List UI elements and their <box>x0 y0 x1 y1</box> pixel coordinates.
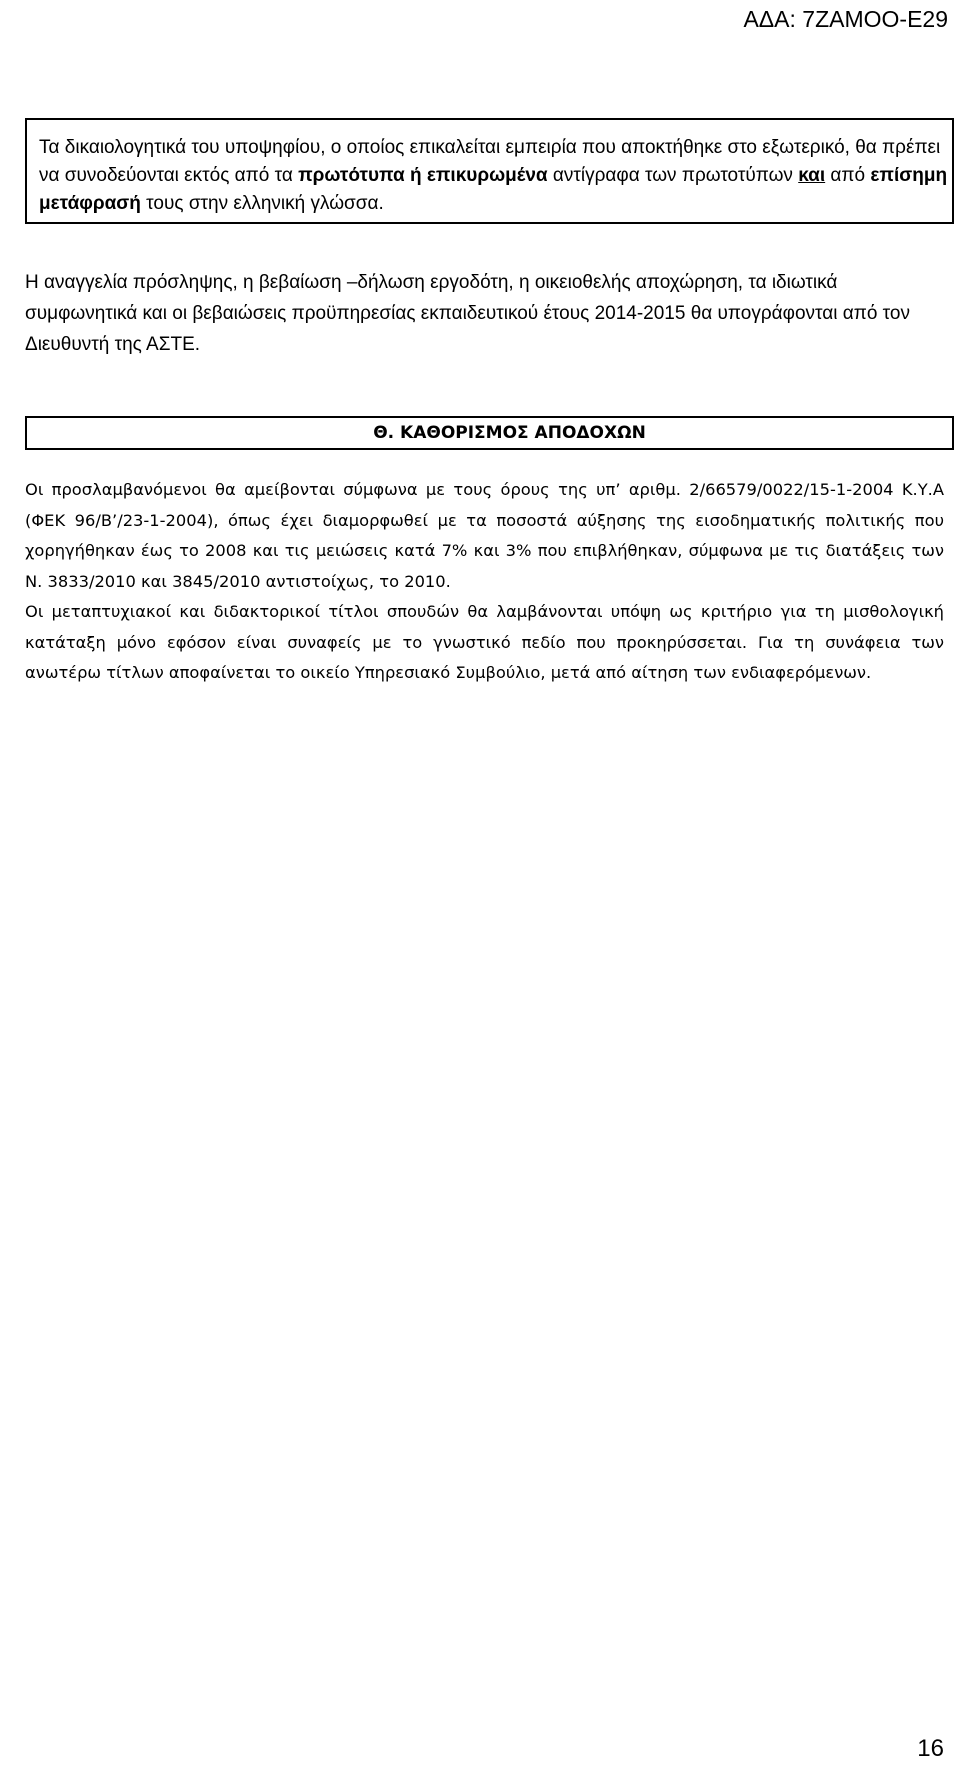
section-body <box>25 475 944 689</box>
notice-text-3: από <box>825 165 871 186</box>
notice-bold-and <box>798 165 825 186</box>
section-heading: Θ. ΚΑΘΟΡΙΣΜΟΣ ΑΠΟΔΟΧΩΝ <box>25 416 954 450</box>
foreign-documents-notice-box <box>25 118 954 224</box>
notice-bold-originals: πρωτότυπα ή επικυρωμένα <box>298 165 548 186</box>
page-number: 16 <box>917 1735 944 1762</box>
salary-paragraph: Οι προσλαμβανόμενοι θα αμείβονται σύμφωνα με τους όρους της υπ’ αριθμ. 2/66579/0022/15-1-2004 Κ.Υ.Α (ΦΕΚ 96/Β’/23-1-2004), όπως έχει διαμορφωθεί με τα ποσοστά αύξησης της εισοδηματικής πολιτικής που χορηγήθηκαν έως το 2008 και τις μειώσεις κατά 7% και 3% που επιβλήθηκαν, σύμφωνα με τις διατάξεις των Ν. 3833/2010 και 3845/2010 αντιστοίχως, το 2010. <box>25 480 944 591</box>
postgraduate-paragraph: Οι μεταπτυχιακοί και διδακτορικοί τίτλοι σπουδών θα λαμβάνονται υπόψη ως κριτήριο για τη μισθολογική κατάταξη μόνο εφόσον είναι συναφείς με το γνωστικό πεδίο που προκηρύσσεται. Για τη συνάφεια των ανωτέρω τίτλων αποφαίνεται το οικείο Υπηρεσιακό Συμβούλιο, μετά από αίτηση των ενδιαφερόμενων. <box>25 602 944 682</box>
notice-text-1: Τα δικαιολογητικά του υποψηφίου, ο οποίος επικαλείται εμπειρία που αποκτήθηκε στο εξωτερικό, θα πρέπει να συνοδεύονται εκτός από τα <box>39 137 941 186</box>
notice-bold-translation: επίσημη μετάφρασή <box>39 165 948 214</box>
notice-text-2: αντίγραφα των πρωτοτύπων <box>547 165 799 186</box>
ada-code: ΑΔΑ: 7ΖΑΜΟΟ-Ε29 <box>743 6 948 32</box>
notice-underline-and: και <box>798 165 826 186</box>
signatures-paragraph: Η αναγγελία πρόσληψης, η βεβαίωση –δήλωση εργοδότη, η οικειοθελής αποχώρηση, τα ιδιωτικά συμφωνητικά και οι βεβαιώσεις προϋπηρεσίας εκπαιδευτικού έτους 2014-2015 θα υπογράφονται από τον Διευθυντή της ΑΣΤΕ. <box>25 272 910 355</box>
notice-text-4: τους στην ελληνική γλώσσα. <box>140 193 384 214</box>
